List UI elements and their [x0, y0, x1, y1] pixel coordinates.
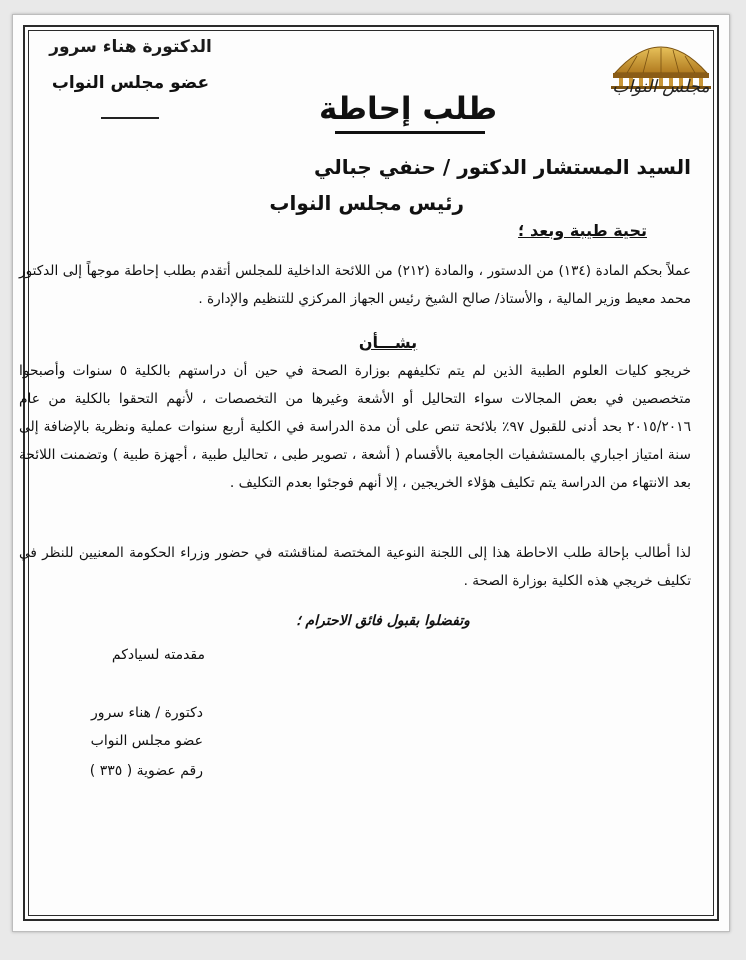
presented-by: مقدمته لسيادكم	[111, 647, 205, 663]
signer-name: دكتورة / هناء سرور	[91, 705, 203, 721]
document-page	[12, 14, 730, 932]
greeting: تحية طيبة وبعد ؛	[518, 221, 647, 240]
document-title: طلب إحاطة	[318, 91, 498, 127]
subject-paragraph: خريجو كليات العلوم الطبية الذين لم يتم تكليفهم بوزارة الصحة في حين أن دراستهم بالكلية ٥ سنوات وأصبحوا متخصصين في بعض المجالات سواء التحاليل أو الأشعة وغيرها من التخصصات ، لأنهم التحقوا بالكلية من عام ٢٠١٥/٢٠١٦ بحد أدنى للقبول ٩٧٪ بلائحة تنص على أن مدة الدراسة في الكلية أربع سنوات عملية ونظرية بالإضافة إلى سنة امتياز اجباري بالمستشفيات الجامعية بالأقسام ( أشعة ، تصوير طبى ، تحاليل طبية ، أجهزة طبية ) وتضمنت اللائحة بعد الانتهاء من الدراسة يتم تكليف هؤلاء الخريجين ، إلا أنهم فوجئوا بعدم التكليف .	[19, 363, 691, 491]
request-paragraph: لذا أطالب بإحالة طلب الاحاطة هذا إلى اللجنة النوعية المختصة لمناقشته في حضور وزراء الحكومة المعنيين للنظر في تكليف خريجي هذه الكلية بوزارة الصحة .	[19, 545, 691, 589]
header-divider	[101, 117, 159, 119]
closing-line: وتفضلوا بقبول فائق الاحترام ؛	[296, 613, 470, 629]
signer-title: عضو مجلس النواب	[90, 733, 203, 749]
addressee-position: رئيس مجلس النواب	[269, 191, 464, 215]
intro-paragraph: عملاً بحكم المادة (١٣٤) من الدستور ، والمادة (٢١٢) من اللائحة الداخلية للمجلس أتقدم بطلب إحاطة موجهاً إلى الدكتور محمد معيط وزير المالية ، والأستاذ/ صالح الشيخ رئيس الجهاز المركزي للتنظيم والإدارة .	[19, 263, 692, 307]
logo-caption: مجلس النواب	[612, 77, 710, 97]
mp-title-header: عضو مجلس النواب	[51, 73, 210, 93]
membership-number: رقم عضوية ( ٣٣٥ )	[89, 763, 203, 779]
mp-name-header: الدكتورة هناء سرور	[49, 37, 212, 57]
addressee-line: السيد المستشار الدكتور / حنفي جبالي	[313, 155, 691, 179]
subject-heading: بشـــأن	[358, 333, 418, 352]
title-underline	[335, 131, 485, 134]
